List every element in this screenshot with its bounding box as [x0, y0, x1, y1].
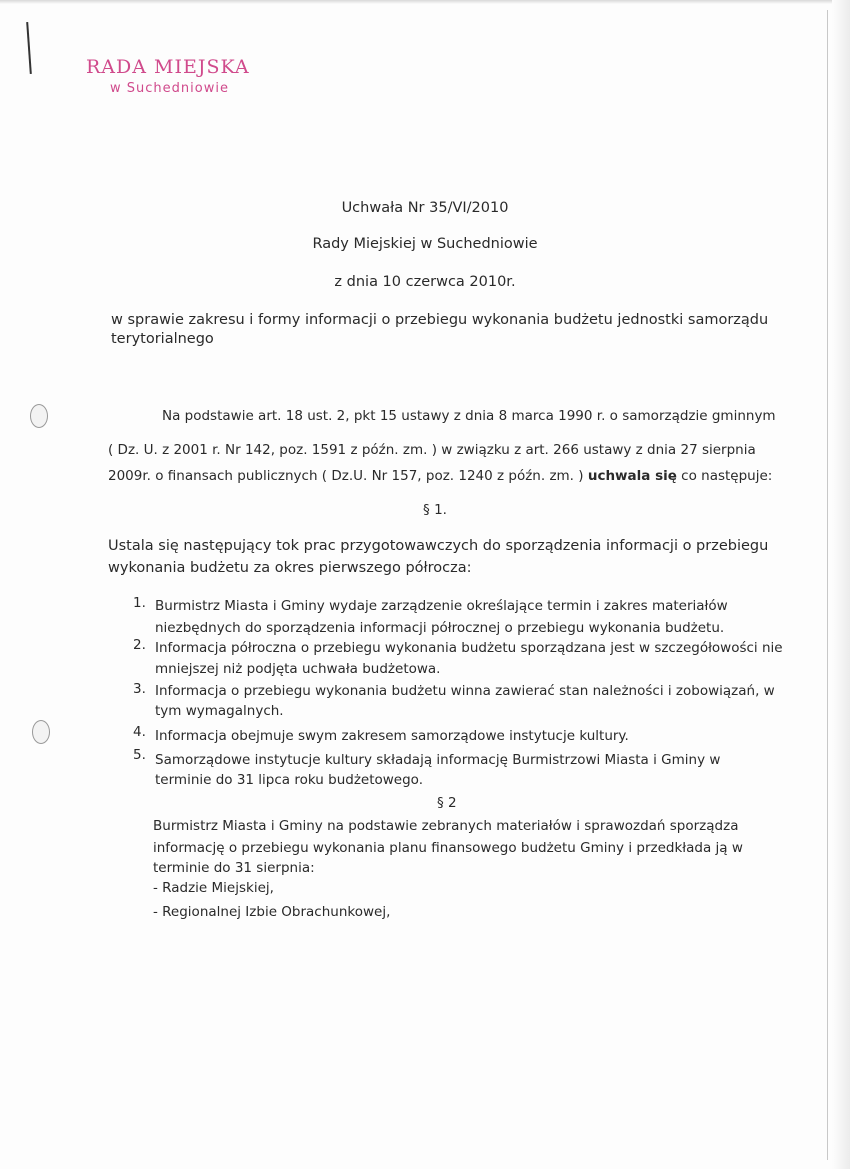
stamp-line-2: w Suchedniowie	[110, 81, 229, 96]
preamble-text: 2009r. o finansach publicznych ( Dz.U. Nr 157, poz. 1240 z późn. zm. )	[108, 468, 588, 484]
list-item-3-line-2: tym wymagalnych.	[155, 703, 284, 719]
punch-hole-top	[30, 404, 48, 428]
preamble-bold: uchwala się	[587, 468, 677, 484]
punch-hole-bottom	[32, 720, 50, 744]
section-2-line-3: terminie do 31 sierpnia:	[153, 860, 315, 876]
preamble-line-1: Na podstawie art. 18 ust. 2, pkt 15 ustawy z dnia 8 marca 1990 r. o samorządzie gminnym	[162, 408, 776, 424]
section-1-intro-1: Ustala się następujący tok prac przygotowawczych do sporządzenia informacji o przebiegu	[108, 538, 769, 554]
list-item-2-line-2: mniejszej niż podjęta uchwała budżetowa.	[155, 661, 441, 677]
scan-edge-shadow	[832, 0, 850, 1169]
list-item-3-number: 3.	[133, 681, 146, 697]
resolution-council: Rady Miejskiej w Suchedniowie	[312, 236, 538, 252]
list-item-1-line-1: Burmistrz Miasta i Gminy wydaje zarządzenie określające termin i zakres materiałów	[155, 598, 728, 614]
pen-margin-mark	[26, 22, 32, 74]
recipient-2: - Regionalnej Izbie Obrachunkowej,	[153, 904, 391, 920]
section-2-line-1: Burmistrz Miasta i Gminy na podstawie zebranych materiałów i sprawozdań sporządza	[153, 818, 739, 834]
list-item-5-number: 5.	[133, 747, 146, 763]
list-item-4-line-1: Informacja obejmuje swym zakresem samorządowe instytucje kultury.	[155, 728, 629, 744]
preamble-line-2: ( Dz. U. z 2001 r. Nr 142, poz. 1591 z późn. zm. ) w związku z art. 266 ustawy z dnia 27 sierpnia	[108, 442, 756, 458]
list-item-4-number: 4.	[133, 724, 146, 740]
preamble-line-3	[108, 468, 772, 484]
subject-line-1: w sprawie zakresu i formy informacji o przebiegu wykonania budżetu jednostki samorządu	[111, 312, 769, 328]
section-1-intro-2: wykonania budżetu za okres pierwszego półrocza:	[108, 560, 472, 576]
list-item-1-line-2: niezbędnych do sporządzenia informacji półrocznej o przebiegu wykonania budżetu.	[155, 620, 725, 636]
preamble-tail: co następuje:	[676, 468, 773, 484]
list-item-3-line-1: Informacja o przebiegu wykonania budżetu winna zawierać stan należności i zobowiązań, w	[155, 683, 775, 699]
section-1-heading: § 1.	[423, 502, 447, 518]
scan-edge-top	[0, 0, 850, 4]
resolution-title: Uchwała Nr 35/VI/2010	[341, 200, 509, 216]
section-2-line-2: informację o przebiegu wykonania planu finansowego budżetu Gminy i przedkłada ją w	[153, 840, 743, 856]
council-stamp	[86, 56, 250, 96]
list-item-5-line-1: Samorządowe instytucje kultury składają informację Burmistrzowi Miasta i Gminy w	[155, 752, 721, 768]
subject-line-2: terytorialnego	[111, 331, 214, 347]
list-item-5-line-2: terminie do 31 lipca roku budżetowego.	[155, 772, 423, 788]
list-item-2-number: 2.	[133, 637, 146, 653]
section-2-heading: § 2	[437, 795, 457, 811]
recipient-1: - Radzie Miejskiej,	[153, 880, 274, 896]
resolution-date: z dnia 10 czerwca 2010r.	[334, 274, 516, 290]
list-item-1-number: 1.	[133, 595, 146, 611]
scan-edge-line	[827, 10, 828, 1160]
stamp-line-1: RADA MIEJSKA	[86, 56, 250, 78]
list-item-2-line-1: Informacja półroczna o przebiegu wykonania budżetu sporządzana jest w szczegółowości nie	[155, 640, 783, 656]
